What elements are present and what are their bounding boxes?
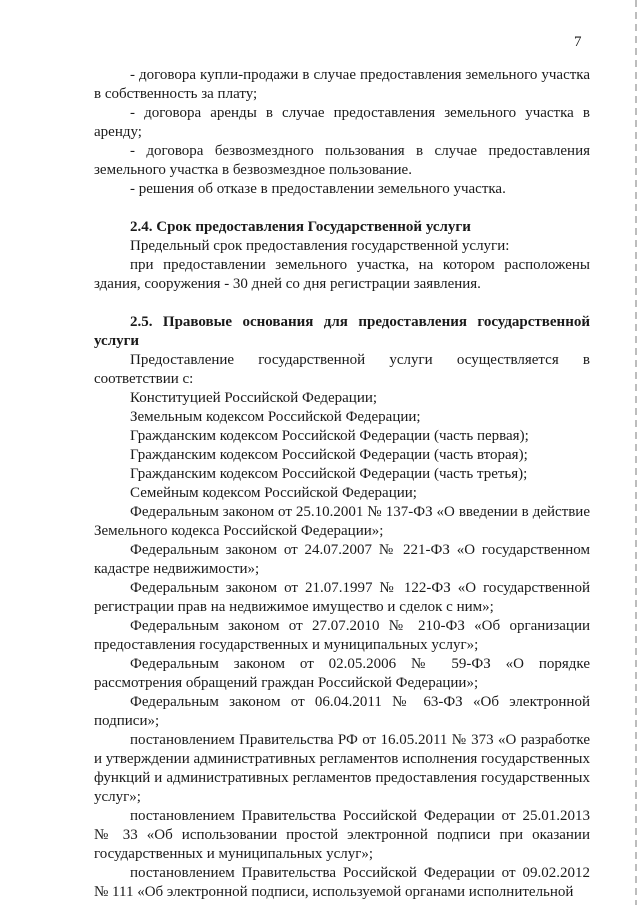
list-item: - договора купли-продажи в случае предоставления земельного участка в собственность за плату; xyxy=(94,67,590,102)
legal-basis-item: Федеральным законом от 27.07.2010 № 210-ФЗ «Об организации предоставления государственных и муниципальных услуг»; xyxy=(94,618,590,653)
legal-basis-item: Конституцией Российской Федерации; xyxy=(130,390,378,406)
list-item: - решения об отказе в предоставлении земельного участка. xyxy=(130,181,506,197)
legal-basis-item: Федеральным законом от 02.05.2006 № 59-ФЗ «О порядке рассмотрения обращений граждан Российской Федерации»; xyxy=(94,656,590,691)
legal-basis-item: постановлением Правительства Российской Федерации от 09.02.2012 № 111 «Об электронной подписи, используемой органами исполнительной xyxy=(94,865,590,900)
legal-basis-item: Федеральным законом от 25.10.2001 № 137-ФЗ «О введении в действие Земельного кодекса Российской Федерации»; xyxy=(94,504,590,539)
legal-basis-item: Федеральным законом от 21.07.1997 № 122-ФЗ «О государственной регистрации прав на недвижимое имущество и сделок с ним»; xyxy=(94,580,590,615)
legal-basis-item: Семейным кодексом Российской Федерации; xyxy=(130,485,417,501)
document-body xyxy=(94,66,590,902)
legal-basis-item: Гражданским кодексом Российской Федерации (часть третья); xyxy=(130,466,528,482)
section-heading-2-5: 2.5. Правовые основания для предоставления государственной услуги xyxy=(94,314,590,349)
list-item: - договора аренды в случае предоставления земельного участка в аренду; xyxy=(94,105,590,140)
legal-basis-item: Земельным кодексом Российской Федерации; xyxy=(130,409,421,425)
legal-basis-item: Гражданским кодексом Российской Федерации (часть первая); xyxy=(130,428,529,444)
legal-basis-item: Гражданским кодексом Российской Федерации (часть вторая); xyxy=(130,447,528,463)
legal-basis-item: Федеральным законом от 06.04.2011 № 63-ФЗ «Об электронной подписи»; xyxy=(94,694,590,729)
paragraph: Предельный срок предоставления государственной услуги: xyxy=(130,238,510,254)
paragraph: при предоставлении земельного участка, на котором расположены здания, сооружения - 30 дней со дня регистрации заявления. xyxy=(94,257,590,292)
legal-basis-item: постановлением Правительства Российской Федерации от 25.01.2013 № 33 «Об использовании простой электронной подписи при оказании государственных и муниципальных услуг»; xyxy=(94,808,590,862)
list-item: - договора безвозмездного пользования в случае предоставления земельного участка в безвозмездное пользование. xyxy=(94,143,590,178)
scan-edge-marks xyxy=(635,0,637,905)
legal-basis-item: Федеральным законом от 24.07.2007 № 221-ФЗ «О государственном кадастре недвижимости»; xyxy=(94,542,590,577)
paragraph-intro: Предоставление государственной услуги осуществляется в соответствии с: xyxy=(94,352,590,387)
section-heading-2-4: 2.4. Срок предоставления Государственной услуги xyxy=(130,219,471,235)
page-number: 7 xyxy=(574,34,582,50)
legal-basis-item: постановлением Правительства РФ от 16.05.2011 № 373 «О разработке и утверждении административных регламентов исполнения государственных функций и административных регламентов предоставления государственных услуг»; xyxy=(94,732,590,805)
